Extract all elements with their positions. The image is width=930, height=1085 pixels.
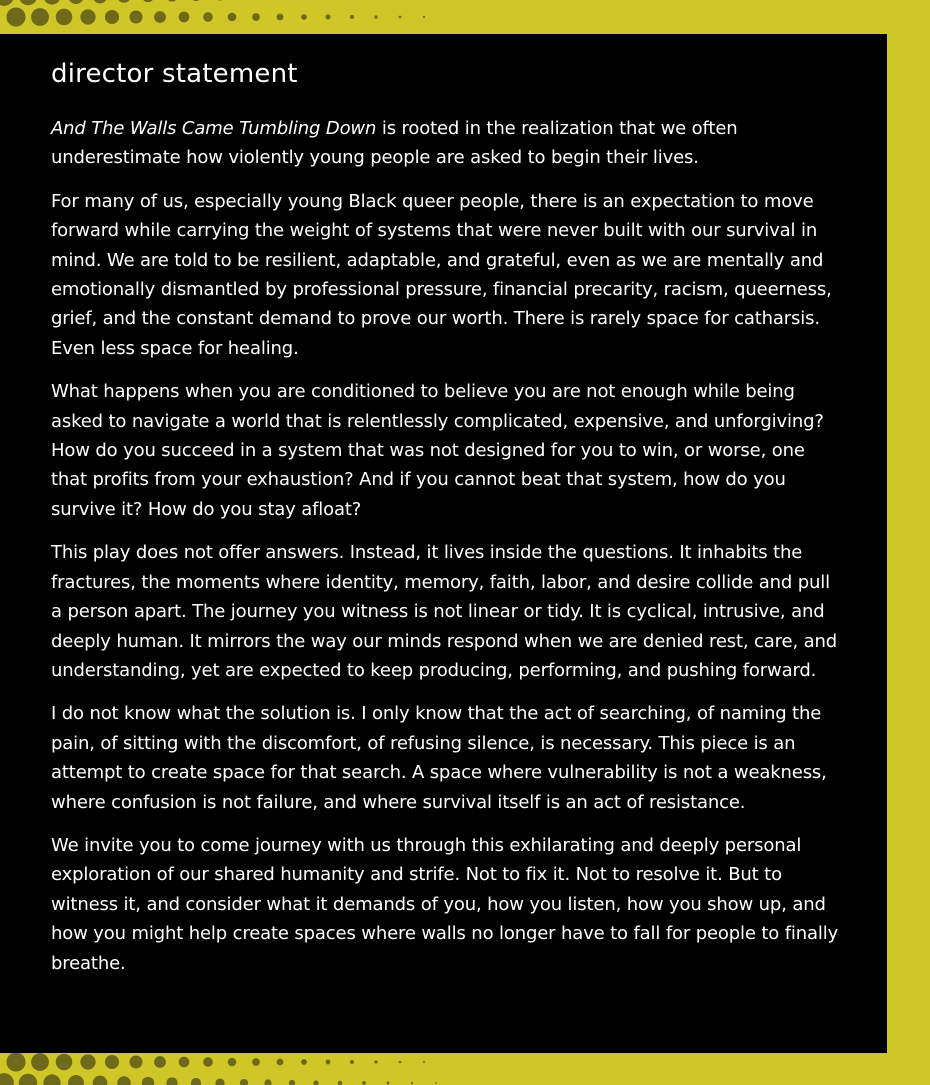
halftone-dot	[130, 11, 143, 24]
halftone-dot	[56, 9, 73, 26]
halftone-dot	[179, 12, 190, 23]
halftone-dot	[105, 10, 119, 24]
halftone-dot	[142, 0, 154, 2]
halftone-dot	[19, 1074, 37, 1085]
halftone-dot	[6, 7, 25, 26]
halftone-dot	[399, 1061, 402, 1064]
intro-paragraph	[51, 114, 839, 173]
halftone-dot	[338, 1081, 343, 1085]
halftone-dot	[203, 12, 213, 22]
halftone-dot	[252, 1058, 260, 1066]
halftone-dot	[43, 1074, 60, 1085]
halftone-dot	[31, 1053, 49, 1071]
halftone-dot	[399, 16, 402, 19]
director-statement-panel	[0, 34, 887, 1053]
halftone-dot	[350, 1060, 354, 1064]
paragraph-3: This play does not offer answers. Instead, it lives inside the questions. It inhabits the fractures, the moments where identity, memory, faith, labor, and desire collide and pull a person apart. The journey you witness is not linear or tidy. It is cyclical, intrusive, and deeply human. It mirrors the way our minds respond when we are denied rest, care, and understanding, yet are expected to keep producing, performing, and pushing forward.	[51, 542, 838, 681]
halftone-dot	[93, 0, 108, 3]
halftone-dot	[289, 1080, 295, 1085]
halftone-dot	[43, 0, 60, 5]
halftone-dot	[228, 13, 237, 22]
halftone-dot	[326, 15, 331, 20]
play-title: And The Walls Came Tumbling Down	[51, 118, 377, 139]
halftone-dot	[80, 9, 95, 24]
halftone-dot	[252, 13, 260, 21]
halftone-dot	[68, 0, 84, 4]
halftone-dot	[191, 1078, 201, 1085]
halftone-dot	[277, 14, 284, 21]
halftone-dot	[215, 0, 224, 1]
paragraph-1: For many of us, especially young Black queer people, there is an expectation to move forward while carrying the weight of systems that were never built with our survival in mind. We are told to be resilient, adaptable, and grateful, even as we are mentally and emotionally dismantled by professional pressure, financial precarity, racism, queerness, grief, and the constant demand to prove our worth. There is rarely space for catharsis. Even less space for healing.	[51, 190, 832, 359]
halftone-dot	[130, 1056, 143, 1069]
halftone-dot	[6, 1052, 25, 1071]
halftone-dot	[191, 0, 201, 1]
halftone-dot	[374, 1060, 377, 1063]
halftone-dot	[154, 1056, 166, 1068]
halftone-dot	[179, 1057, 190, 1068]
halftone-dot	[0, 1073, 14, 1085]
halftone-dot	[80, 1054, 95, 1069]
halftone-dot	[423, 1061, 425, 1063]
halftone-dot	[326, 1060, 331, 1065]
halftone-dot	[154, 11, 166, 23]
halftone-dot	[68, 1075, 84, 1085]
halftone-dot	[93, 1076, 108, 1085]
halftone-dot	[117, 1076, 131, 1085]
halftone-dot	[0, 0, 14, 6]
paragraph-4: I do not know what the solution is. I only know that the act of searching, of naming the pain, of sitting with the discomfort, of refusing silence, is necessary. This piece is an attempt to create space for that search. A space where vulnerability is not a weakness, where confusion is not failure, and where survival itself is an act of resistance.	[51, 703, 827, 813]
halftone-dot	[142, 1077, 154, 1085]
halftone-dot	[215, 1078, 224, 1085]
intro-text: is rooted in the realization that we often underestimate how violently young people are asked to begin their lives.	[51, 118, 738, 169]
halftone-dot	[240, 1079, 248, 1085]
halftone-dot	[301, 1059, 307, 1065]
halftone-dot	[31, 8, 49, 26]
halftone-dot	[350, 15, 354, 19]
halftone-dot	[374, 15, 377, 18]
halftone-dot	[166, 1077, 177, 1085]
halftone-dot	[105, 1055, 119, 1069]
paragraph-2: What happens when you are conditioned to believe you are not enough while being asked to navigate a world that is relentlessly complicated, expensive, and unforgiving? How do you succeed in a system that was not designed for you to win, or worse, one that profits from your exhaustion? And if you cannot beat that system, how do you survive it? How do you stay afloat?	[51, 381, 824, 520]
halftone-dot	[203, 1057, 213, 1067]
paragraph-5: We invite you to come journey with us through this exhilarating and deeply personal exploration of our shared humanity and strife. Not to fix it. Not to resolve it. But to witness it, and consider what it demands of you, how you listen, how you show up, and how you might help create spaces where walls no longer have to fall for people to finally breathe.	[51, 834, 839, 974]
halftone-dots-bottom	[0, 1050, 560, 1085]
halftone-dot	[362, 1081, 366, 1085]
halftone-dots-top	[0, 0, 560, 34]
halftone-dot	[117, 0, 131, 3]
halftone-dot	[411, 1082, 413, 1084]
halftone-dot	[264, 1079, 271, 1085]
section-heading: director statement	[51, 59, 298, 89]
halftone-dot	[19, 0, 37, 5]
halftone-dot	[301, 14, 307, 20]
halftone-dot	[387, 1082, 390, 1085]
halftone-dot	[228, 1058, 237, 1067]
halftone-dot	[56, 1054, 73, 1071]
halftone-dot	[313, 1080, 318, 1085]
halftone-dot	[435, 1082, 437, 1084]
halftone-dot	[423, 16, 425, 18]
halftone-dot	[277, 1059, 284, 1066]
halftone-dot	[166, 0, 177, 2]
